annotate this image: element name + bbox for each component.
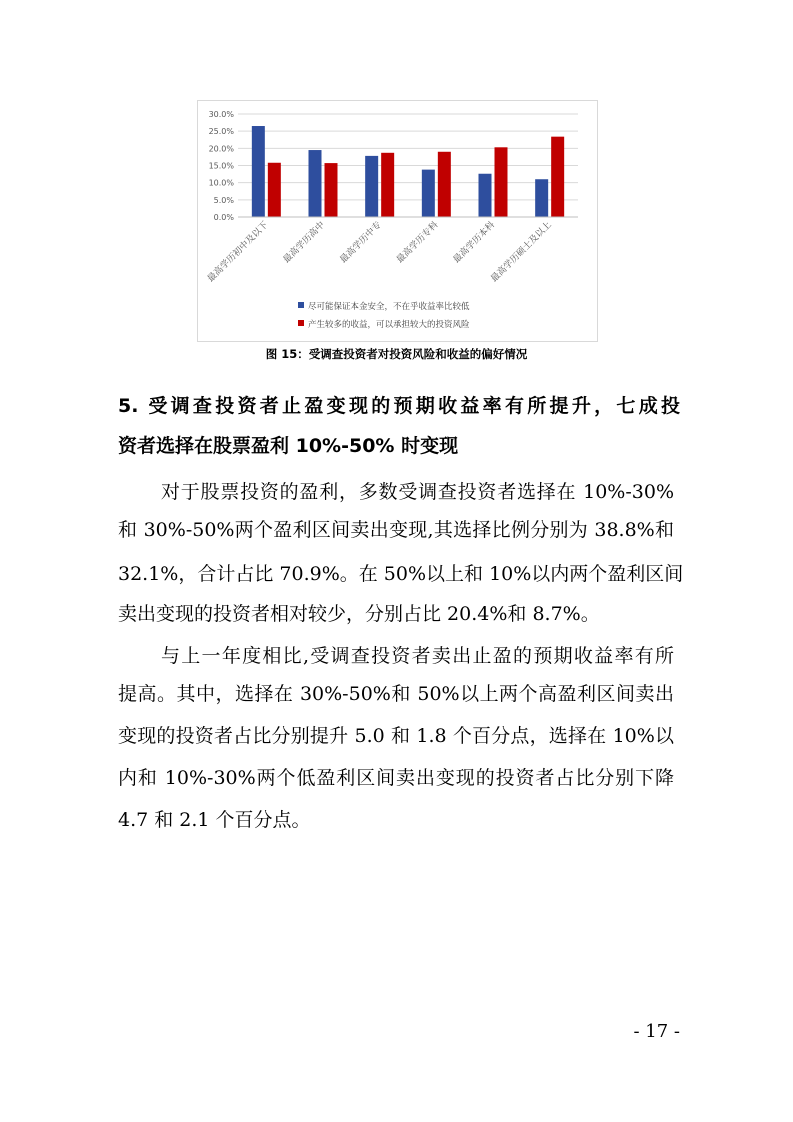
bar-blue — [309, 150, 322, 217]
x-category-label: 最高学历硕士及以上 — [489, 220, 554, 285]
y-tick-label: 5.0% — [213, 195, 234, 205]
bar-red — [268, 163, 281, 217]
paragraph-1-line-1: 对于股票投资的盈利，多数受调查投资者选择在 10%-30% — [161, 481, 674, 503]
y-tick-label: 0.0% — [213, 213, 234, 222]
legend-swatch-blue — [298, 302, 304, 308]
bar-red — [438, 152, 451, 217]
paragraph-2-line-1: 与上一年度相比,受调查投资者卖出止盈的预期收益率有所 — [161, 645, 674, 667]
bar-blue — [535, 179, 548, 217]
section-heading-line-1: 5. 受调查投资者止盈变现的预期收益率有所提升，七成投 — [118, 395, 680, 417]
figure-caption: 图 15：受调查投资者对投资风险和收益的偏好情况 — [265, 347, 528, 361]
bar-red — [495, 147, 508, 217]
x-category-label: 最高学历本科 — [451, 220, 498, 266]
legend-swatch-red — [298, 320, 304, 326]
section-heading-line-2: 资者选择在股票盈利 10%-50% 时变现 — [118, 435, 459, 457]
y-tick-label: 10.0% — [208, 178, 234, 188]
paragraph-2-line-4: 内和 10%-30%两个低盈利区间卖出变现的投资者占比分别下降 — [118, 767, 674, 789]
paragraph-2-line-2: 提高。其中，选择在 30%-50%和 50%以上两个高盈利区间卖出 — [118, 683, 674, 705]
bar-red — [325, 163, 338, 217]
paragraph-2-line-5: 4.7 和 2.1 个百分点。 — [118, 809, 311, 831]
bar-blue — [422, 170, 435, 217]
paragraph-1-line-3: 32.1%，合计占比 70.9%。在 50%以上和 10%以内两个盈利区间 — [118, 563, 684, 585]
y-tick-label: 15.0% — [208, 161, 234, 171]
legend-label-blue: 尽可能保证本金安全，不在乎收益率比较低 — [308, 302, 470, 312]
bar-blue — [365, 156, 378, 217]
bar-red — [551, 137, 564, 217]
x-category-label: 最高学历初中及以下 — [206, 220, 271, 285]
bar-blue — [479, 174, 492, 217]
bar-blue — [252, 126, 265, 217]
chart-container — [197, 100, 598, 342]
legend-label-red: 产生较多的收益，可以承担较大的投资风险 — [308, 320, 470, 330]
paragraph-2-line-3: 变现的投资者占比分别提升 5.0 和 1.8 个百分点，选择在 10%以 — [118, 725, 674, 747]
legend-item-blue — [298, 301, 470, 313]
legend-item-red — [298, 319, 470, 331]
x-category-label: 最高学历高中 — [281, 220, 328, 266]
x-category-label: 最高学历专科 — [395, 220, 441, 266]
y-tick-label: 30.0% — [208, 110, 234, 119]
paragraph-1-line-4: 卖出变现的投资者相对较少，分别占比 20.4%和 8.7%。 — [118, 603, 600, 625]
bar-red — [381, 153, 394, 217]
page-number: - 17 - — [633, 1021, 680, 1042]
y-tick-label: 20.0% — [208, 144, 234, 154]
x-category-label: 最高学历中专 — [338, 220, 384, 266]
paragraph-1-line-2: 和 30%-50%两个盈利区间卖出变现,其选择比例分别为 38.8%和 — [118, 519, 674, 541]
y-tick-label: 25.0% — [208, 127, 234, 137]
